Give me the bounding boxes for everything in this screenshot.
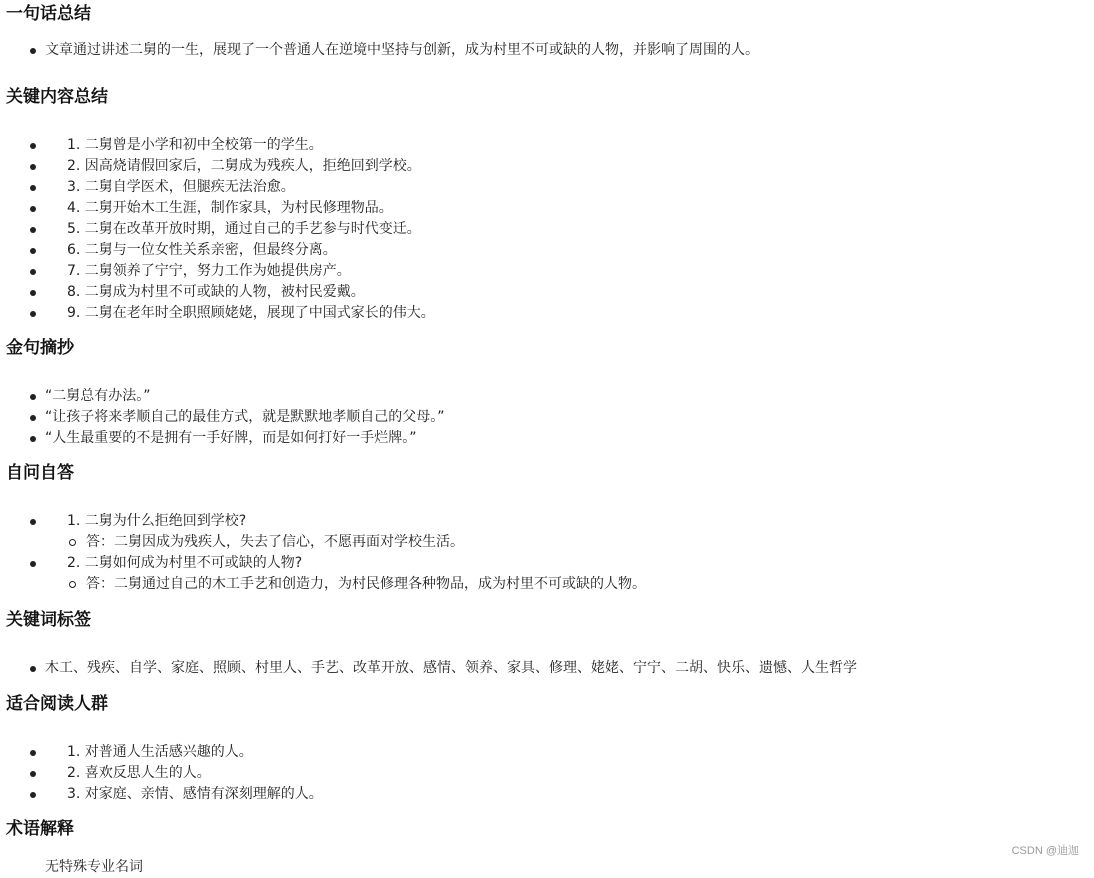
list-item: 1. 对普通人生活感兴趣的人。 bbox=[6, 742, 323, 763]
list-item: 2. 因高烧请假回家后，二舅成为残疾人，拒绝回到学校。 bbox=[6, 156, 435, 177]
heading-summary: 一句话总结 bbox=[6, 4, 91, 24]
qa-answer: 答：二舅通过自己的木工手艺和创造力，为村民修理各种物品，成为村里不可或缺的人物。 bbox=[6, 574, 646, 595]
qa-answer-wrap bbox=[6, 574, 646, 595]
list-item: 6. 二舅与一位女性关系亲密，但最终分离。 bbox=[6, 240, 435, 261]
qa-question bbox=[6, 511, 646, 532]
list-item: 9. 二舅在老年时全职照顾姥姥，展现了中国式家长的伟大。 bbox=[6, 303, 435, 324]
list-item: 7. 二舅领养了宁宁，努力工作为她提供房产。 bbox=[6, 261, 435, 282]
section-quotes bbox=[6, 334, 445, 449]
keywords-list bbox=[6, 658, 857, 679]
list-item: 5. 二舅在改革开放时期，通过自己的手艺参与时代变迁。 bbox=[6, 219, 435, 240]
heading-terms: 术语解释 bbox=[6, 819, 74, 839]
list-item: 3. 对家庭、亲情、感情有深刻理解的人。 bbox=[6, 784, 323, 805]
key-points-list bbox=[6, 135, 435, 324]
heading-keywords: 关键词标签 bbox=[6, 610, 91, 630]
list-item: “让孩子将来孝顺自己的最佳方式，就是默默地孝顺自己的父母。” bbox=[6, 407, 445, 428]
audience-list bbox=[6, 742, 323, 805]
terms-partial-item: 无特殊专业名词 bbox=[45, 859, 143, 875]
list-item: 8. 二舅成为村里不可或缺的人物，被村民爱戴。 bbox=[6, 282, 435, 303]
qa-question bbox=[6, 553, 646, 574]
heading-qa: 自问自答 bbox=[6, 463, 74, 483]
qa-answer-wrap bbox=[6, 532, 646, 553]
list-item: 2. 喜欢反思人生的人。 bbox=[6, 763, 323, 784]
heading-key-points: 关键内容总结 bbox=[6, 87, 108, 107]
list-item: 3. 二舅自学医术，但腿疾无法治愈。 bbox=[6, 177, 435, 198]
qa-answer: 答：二舅因成为残疾人，失去了信心，不愿再面对学校生活。 bbox=[6, 532, 646, 553]
summary-list bbox=[6, 40, 759, 61]
answer-list bbox=[6, 574, 646, 595]
watermark: CSDN @迪迦 bbox=[1011, 845, 1079, 857]
list-item: “二舅总有办法。” bbox=[6, 386, 445, 407]
list-item: 文章通过讲述二舅的一生，展现了一个普通人在逆境中坚持与创新，成为村里不可或缺的人物，并影响了周围的人。 bbox=[6, 40, 759, 61]
section-keywords bbox=[6, 606, 857, 679]
list-item: 木工、残疾、自学、家庭、照顾、村里人、手艺、改革开放、感情、领养、家具、修理、姥姥、宁宁、二胡、快乐、遗憾、人生哲学 bbox=[6, 658, 857, 679]
section-terms bbox=[6, 815, 74, 843]
list-item: 1. 二舅曾是小学和初中全校第一的学生。 bbox=[6, 135, 435, 156]
heading-audience: 适合阅读人群 bbox=[6, 694, 108, 714]
section-qa bbox=[6, 459, 646, 595]
list-item: “人生最重要的不是拥有一手好牌，而是如何打好一手烂牌。” bbox=[6, 428, 445, 449]
section-key-points bbox=[6, 83, 435, 324]
answer-list bbox=[6, 532, 646, 553]
list-item: 4. 二舅开始木工生涯，制作家具，为村民修理物品。 bbox=[6, 198, 435, 219]
quotes-list bbox=[6, 386, 445, 449]
heading-quotes: 金句摘抄 bbox=[6, 338, 74, 358]
section-audience bbox=[6, 690, 323, 805]
section-summary bbox=[6, 0, 759, 61]
question-text: 1. 二舅为什么拒绝回到学校? bbox=[67, 513, 247, 529]
qa-list bbox=[6, 511, 646, 595]
question-text: 2. 二舅如何成为村里不可或缺的人物? bbox=[67, 555, 303, 571]
